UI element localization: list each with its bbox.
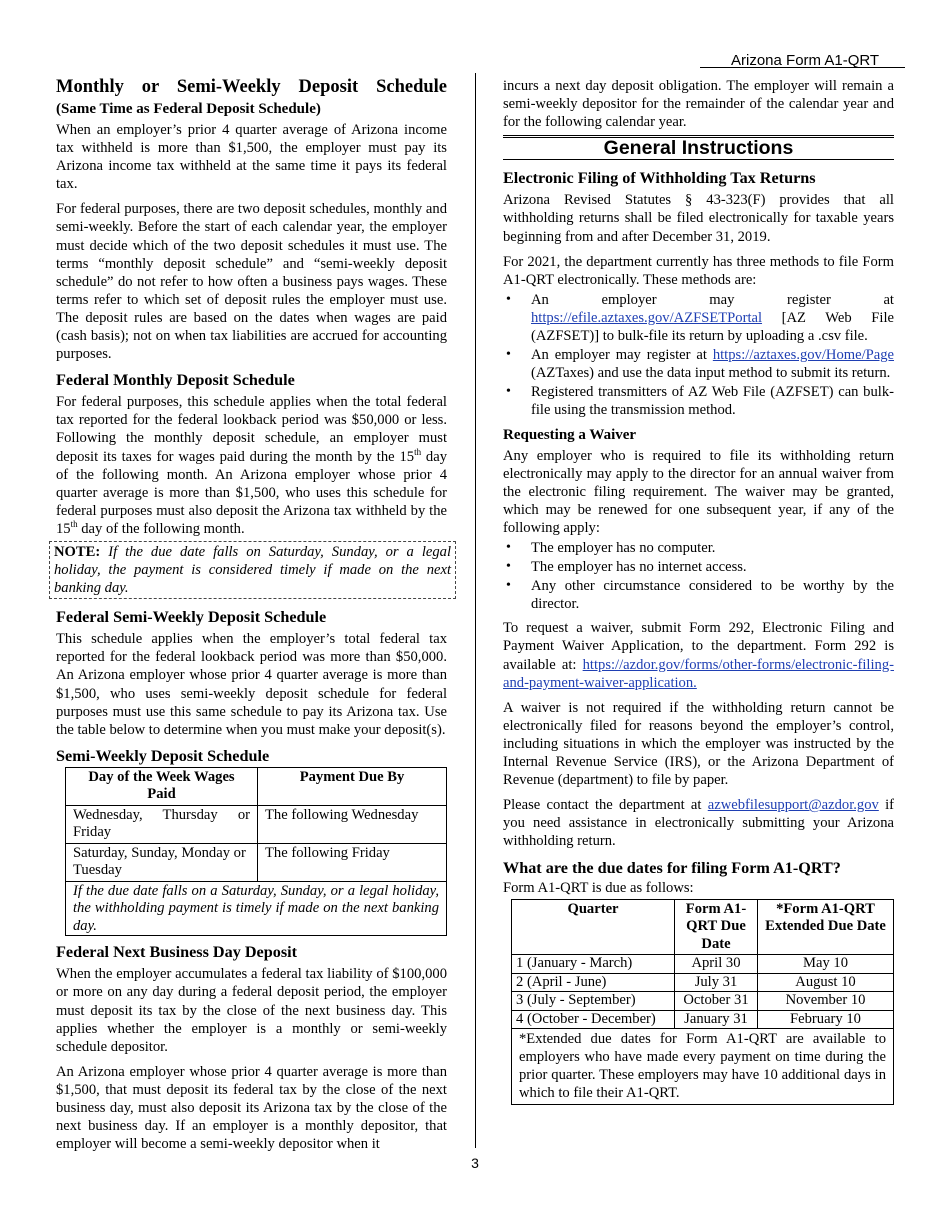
table-header-row bbox=[512, 899, 894, 955]
table-cell: 3 (July - September) bbox=[512, 992, 675, 1011]
list-item: • An employer may register at https://aztaxes.gov/Home/Page (AZTaxes) and use the data input method to submit its return. bbox=[503, 346, 894, 382]
table-cell: May 10 bbox=[758, 955, 894, 974]
paragraph: For 2021, the department currently has three methods to file Form A1-QRT electronically. These methods are: bbox=[503, 253, 894, 288]
table-cell: Wednesday, Thursday or Friday bbox=[66, 805, 258, 843]
table-header: *Form A1-QRT Extended Due Date bbox=[758, 899, 894, 955]
section-title-due-dates: What are the due dates for filing Form A1-QRT? bbox=[503, 859, 841, 878]
column-divider bbox=[475, 73, 476, 1148]
table-header: Form A1-QRT Due Date bbox=[675, 899, 758, 955]
section-title-semi-weekly-table: Semi-Weekly Deposit Schedule bbox=[56, 746, 270, 765]
table-cell: The following Wednesday bbox=[258, 805, 447, 843]
paragraph-continued: incurs a next day deposit obligation. The employer will remain a semi-weekly depositor for the remainder of the calendar year and for the following calendar year. bbox=[503, 78, 894, 131]
list-item: • An employer may register at https://efile.aztaxes.gov/AZFSETPortal [AZ Web File (AZFSET)] to bulk-file its return by uploading a .csv file. bbox=[503, 291, 894, 345]
section-title-waiver: Requesting a Waiver bbox=[503, 426, 637, 443]
note-text: If the due date falls on Saturday, Sunday, or a legal holiday, the payment is considered timely if made on the next banking day. bbox=[54, 543, 451, 597]
filing-methods-list bbox=[503, 291, 894, 420]
table-cell: November 10 bbox=[758, 992, 894, 1011]
table-cell: August 10 bbox=[758, 973, 894, 992]
table-footnote: If the due date falls on a Saturday, Sunday, or a legal holiday, the withholding payment is timely if made on the next banking day. bbox=[66, 881, 447, 936]
list-item: • The employer has no internet access. bbox=[503, 558, 894, 576]
note-box bbox=[49, 541, 456, 599]
table-cell: February 10 bbox=[758, 1010, 894, 1029]
table-footnote-row bbox=[512, 1029, 894, 1105]
table-cell: Saturday, Sunday, Monday or Tuesday bbox=[66, 843, 258, 881]
due-dates-table bbox=[511, 899, 894, 1106]
right-column bbox=[503, 77, 894, 1105]
table-row bbox=[512, 955, 894, 974]
table-footnote-row bbox=[66, 881, 447, 936]
left-column bbox=[54, 76, 451, 1160]
list-item: • The employer has no computer. bbox=[503, 539, 894, 557]
asterisk: * bbox=[519, 1031, 527, 1048]
due-dates-intro: Form A1-QRT is due as follows: bbox=[503, 880, 694, 897]
table-cell: April 30 bbox=[675, 955, 758, 974]
table-cell: 1 (January - March) bbox=[512, 955, 675, 974]
link-support-email[interactable]: azwebfilesupport@azdor.gov bbox=[707, 797, 879, 814]
table-header: Quarter bbox=[512, 899, 675, 955]
list-item: • Any other circumstance considered to be worthy by the director. bbox=[503, 577, 894, 613]
paragraph: When an employer’s prior 4 quarter average of Arizona income tax withheld is more than $1,500, the employer must pay its Arizona income tax withheld at the same time it pays its federal tax. bbox=[56, 122, 447, 193]
list-item: • Registered transmitters of AZ Web File (AZFSET) can bulk-file using the transmission method. bbox=[503, 383, 894, 419]
table-header: Day of the Week Wages Paid bbox=[66, 767, 258, 805]
link-waiver-form[interactable]: https://azdor.gov/forms/other-forms/electronic-filing-and-payment-waiver-application. bbox=[503, 656, 894, 691]
link-azfset-portal[interactable]: https://efile.aztaxes.gov/AZFSETPortal bbox=[531, 309, 763, 326]
table-cell: 4 (October - December) bbox=[512, 1010, 675, 1029]
section-title-next-business-day: Federal Next Business Day Deposit bbox=[56, 943, 298, 962]
paragraph-monthly: For federal purposes, this schedule applies when the total federal tax reported for the federal lookback period was $50,000 or less. Following the monthly deposit schedule, an employer must deposit its taxes for wages paid during the month by the 15th day of the following month. An Arizona employer whose prior 4 quarter average is more than $1,500, who uses this schedule for federal purposes must also deposit the Arizona tax withheld by the 15th day of the following month. bbox=[56, 394, 447, 537]
section-title-monthly: Federal Monthly Deposit Schedule bbox=[56, 371, 295, 390]
table-header: Payment Due By bbox=[258, 767, 447, 805]
table-row bbox=[66, 843, 447, 881]
paragraph: This schedule applies when the employer’s total federal tax reported for the federal lookback period was more than $50,000. An Arizona employer whose prior 4 quarter average is more than $1,500, who uses semi-weekly deposit schedule for federal purposes must use this same schedule to pay its Arizona tax. Use the table below to determine when you must make your deposit(s). bbox=[56, 631, 447, 738]
paragraph: Arizona Revised Statutes § 43-323(F) provides that all withholding returns shall be filed electronically for taxable years beginning from and after December 31, 2019. bbox=[503, 192, 894, 245]
header-rule bbox=[700, 67, 905, 68]
section-title-deposit-schedule: Monthly or Semi-Weekly Deposit Schedule bbox=[56, 77, 447, 97]
note-label: NOTE: bbox=[54, 543, 101, 560]
table-footnote: *Extended due dates for Form A1-QRT are available to employers who have made every payment on time during the prior quarter. These employers may have 10 additional days in which to file their A1-QRT. bbox=[512, 1029, 894, 1105]
paragraph: For federal purposes, there are two deposit schedules, monthly and semi-weekly. Before the start of each calendar year, the employer must decide which of the two deposit schedules it must use. The terms “monthly deposit schedule” and “semi-weekly deposit schedule” do not refer to how often a business pays wages. These terms refer to which set of deposit rules the employer must use. The deposit rules are based on the dates when wages are paid (cash basis); not on when tax liabilities are accrued for accounting purposes. bbox=[56, 201, 447, 363]
page-number: 3 bbox=[471, 1155, 479, 1171]
section-title-electronic-filing: Electronic Filing of Withholding Tax Returns bbox=[503, 169, 816, 188]
table-row bbox=[512, 973, 894, 992]
table-header-row bbox=[66, 767, 447, 805]
paragraph: To request a waiver, submit Form 292, Electronic Filing and Payment Waiver Application, to the department. Form 292 is available at: https://azdor.gov/forms/other-forms/electronic-filing-and-payment-waiver-application. bbox=[503, 620, 894, 691]
form-header: Arizona Form A1-QRT bbox=[731, 52, 880, 69]
paragraph: Any employer who is required to file its withholding return electronically may apply to the director for an annual waiver from the electronic filing requirement. The waiver may be granted, which may be renewed for one subsequent year, if any of the following apply: bbox=[503, 447, 894, 536]
section-subtitle: (Same Time as Federal Deposit Schedule) bbox=[56, 101, 321, 117]
table-cell: January 31 bbox=[675, 1010, 758, 1029]
table-cell: The following Friday bbox=[258, 843, 447, 881]
table-cell: July 31 bbox=[675, 973, 758, 992]
link-aztaxes[interactable]: https://aztaxes.gov/Home/Page bbox=[712, 347, 894, 364]
section-title-semi-weekly: Federal Semi-Weekly Deposit Schedule bbox=[56, 608, 327, 627]
paragraph: A waiver is not required if the withholding return cannot be electronically filed for reasons beyond the employer’s control, including situations in which the employer was instructed by the Internal Revenue Service (IRS), or the Arizona Department of Revenue (department) to file by paper. bbox=[503, 699, 894, 789]
asterisk: * bbox=[776, 900, 784, 917]
table-cell: 2 (April - June) bbox=[512, 973, 675, 992]
table-row bbox=[512, 1010, 894, 1029]
table-row bbox=[512, 992, 894, 1011]
general-instructions-title: General Instructions bbox=[503, 135, 894, 160]
table-cell: October 31 bbox=[675, 992, 758, 1011]
table-row bbox=[66, 805, 447, 843]
waiver-conditions-list bbox=[503, 539, 894, 613]
paragraph: Please contact the department at azwebfilesupport@azdor.gov if you need assistance in electronically submitting your Arizona withholding return. bbox=[503, 797, 894, 850]
paragraph: An Arizona employer whose prior 4 quarter average is more than $1,500, that must deposit its federal tax by the close of the next business day, must also deposit its Arizona tax by the close of the next business day. If an employer is a monthly depositor, that employer will become a semi-weekly depositor when it bbox=[56, 1063, 447, 1153]
paragraph: When the employer accumulates a federal tax liability of $100,000 or more on any day during a federal deposit period, the employer must deposit its tax by the close of the next business day. This applies whether the employer is a monthly or semi-weekly schedule depositor. bbox=[56, 966, 447, 1055]
semi-weekly-table bbox=[65, 767, 447, 937]
